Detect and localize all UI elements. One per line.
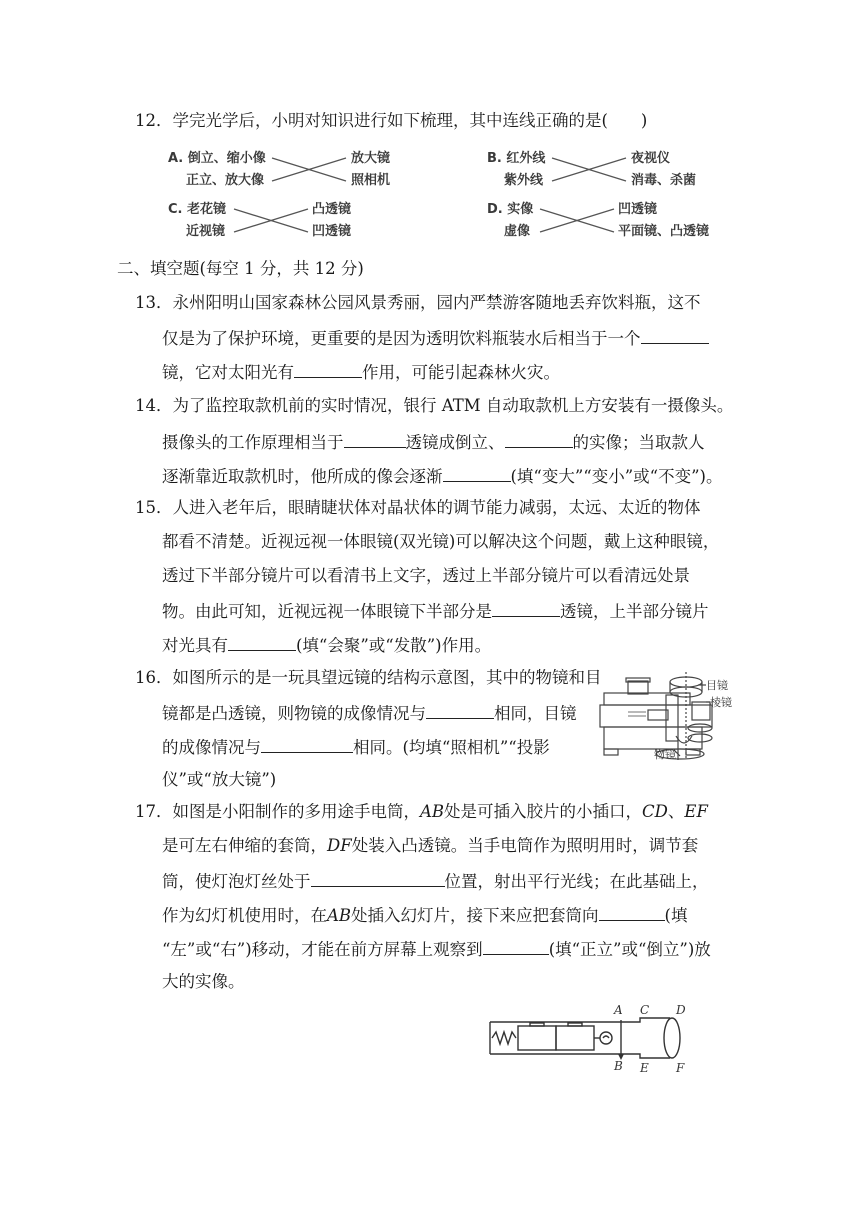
label-e: E — [640, 1061, 649, 1075]
q13-text: 镜，它对太阳光有 — [162, 363, 294, 382]
q17-var: EF — [684, 802, 708, 821]
q17-text: 17．如图是小阳制作的多用途手电筒， — [135, 802, 420, 821]
q17-text: 筒，使灯泡灯丝处于 — [162, 872, 311, 891]
q14-line2 — [162, 431, 705, 453]
q15-text: 透镜，上半部分镜片 — [560, 602, 709, 621]
label-f: F — [676, 1061, 685, 1075]
answer-blank[interactable] — [261, 736, 353, 753]
q15-line5 — [162, 634, 491, 656]
option-b-left2: 紫外线 — [504, 173, 544, 188]
answer-blank[interactable] — [344, 431, 406, 448]
label-c: C — [640, 1003, 650, 1017]
telescope-diagram — [598, 668, 740, 764]
q16-line4: 仪”或“放大镜”) — [162, 770, 277, 789]
q17-line4 — [162, 904, 687, 926]
q13-line1: 13．永州阳明山国家森林公园风景秀丽，园内严禁游客随地丢弃饮料瓶，这不 — [135, 293, 701, 312]
option-a-connector-lines — [270, 150, 350, 190]
option-d-right1: 凹透镜 — [618, 202, 658, 217]
objective-label: 物镜 — [654, 748, 676, 761]
answer-blank[interactable] — [228, 634, 296, 651]
q13-line3 — [162, 361, 560, 383]
q15-line4 — [162, 600, 709, 622]
q13-line2 — [162, 327, 709, 349]
q16-line2 — [162, 702, 577, 724]
option-a-left1: A. 倒立、缩小像 — [168, 151, 266, 166]
q17-text: 作为幻灯机使用时，在 — [162, 906, 327, 925]
q17-var: AB — [327, 906, 352, 925]
option-a-left2: 正立、放大像 — [186, 173, 265, 188]
q17-text: 处插入幻灯片，接下来应把套筒向 — [351, 906, 599, 925]
option-c-left1: C. 老花镜 — [168, 202, 227, 217]
q17-text: 处是可插入胶片的小插口， — [444, 802, 643, 821]
q15-text: 对光具有 — [162, 636, 228, 655]
q16-text: 相同。(均填“照相机”“投影 — [353, 738, 550, 757]
answer-blank[interactable] — [641, 327, 709, 344]
answer-blank[interactable] — [483, 938, 549, 955]
q17-line3 — [162, 870, 709, 892]
q15-line3: 透过下半部分镜片可以看清书上文字，透过上半部分镜片可以看清远处景 — [162, 566, 690, 585]
option-b-right1: 夜视仪 — [631, 151, 671, 166]
answer-blank[interactable] — [426, 702, 494, 719]
q14-text: (填“变大”“变小”或“不变”)。 — [510, 467, 723, 486]
q15-text: 物。由此可知，近视远视一体眼镜下半部分是 — [162, 602, 492, 621]
option-c-right2: 凹透镜 — [312, 224, 352, 239]
option-c-connector-lines — [232, 201, 312, 241]
eyepiece-label: 目镜 — [706, 679, 728, 692]
q16-line1: 16．如图所示的是一玩具望远镜的结构示意图，其中的物镜和目 — [135, 668, 602, 687]
answer-blank[interactable] — [311, 870, 445, 887]
q17-var: DF — [327, 836, 352, 855]
q17-text: 是可左右伸缩的套筒， — [162, 836, 327, 855]
q17-text: 处装入凸透镜。当手电筒作为照明用时，调节套 — [351, 836, 699, 855]
option-b-left1: B. 红外线 — [487, 151, 546, 166]
q14-text: 的实像；当取款人 — [572, 433, 705, 452]
option-b-right2: 消毒、杀菌 — [631, 173, 697, 188]
q17-text: (填“正立”或“倒立”)放 — [548, 940, 711, 959]
q14-text: 摄像头的工作原理相当于 — [162, 433, 344, 452]
q17-line1 — [135, 802, 708, 822]
q17-text: “左”或“右”)移动，才能在前方屏幕上观察到 — [162, 940, 483, 959]
q17-var: AB — [420, 802, 445, 821]
label-d: D — [676, 1003, 686, 1017]
option-d-left1: D. 实像 — [487, 202, 534, 217]
option-b-connector-lines — [550, 150, 630, 190]
answer-blank[interactable] — [492, 600, 560, 617]
q17-line6: 大的实像。 — [162, 972, 245, 991]
q17-text: (填 — [664, 906, 688, 925]
q14-text: 透镜成倒立、 — [405, 433, 505, 452]
label-a: A — [614, 1003, 623, 1017]
answer-blank[interactable] — [599, 904, 665, 921]
option-a-right1: 放大镜 — [351, 151, 391, 166]
q14-text: 逐渐靠近取款机时，他所成的像会逐渐 — [162, 467, 443, 486]
q13-text: 仅是为了保护环境，更重要的是因为透明饮料瓶装水后相当于一个 — [162, 329, 641, 348]
option-c-right1: 凸透镜 — [312, 202, 352, 217]
label-b: B — [614, 1059, 623, 1073]
option-a-right2: 照相机 — [351, 173, 391, 188]
option-d-right2: 平面镜、凸透镜 — [618, 224, 710, 239]
q17-text: 位置，射出平行光线；在此基础上， — [444, 872, 709, 891]
q16-text: 的成像情况与 — [162, 738, 261, 757]
answer-blank[interactable] — [443, 465, 511, 482]
q12-stem: 12．学完光学后，小明对知识进行如下梳理，其中连线正确的是( ) — [135, 111, 648, 130]
prism-label: 棱镜 — [710, 696, 732, 709]
option-d-left2: 虚像 — [504, 224, 531, 239]
q17-text: 、 — [667, 802, 685, 821]
q16-text: 镜都是凸透镜，则物镜的成像情况与 — [162, 704, 426, 723]
q16-text: 相同，目镜 — [494, 704, 577, 723]
answer-blank[interactable] — [505, 431, 573, 448]
section-heading: 二、填空题(每空 1 分，共 12 分) — [117, 259, 364, 278]
q16-line3 — [162, 736, 550, 758]
q17-line2 — [162, 836, 698, 856]
q14-line3 — [162, 465, 723, 487]
q15-text: (填“会聚”或“发散”)作用。 — [296, 636, 492, 655]
q17-var: CD — [642, 802, 668, 821]
option-c-left2: 近视镜 — [186, 224, 226, 239]
q14-line1: 14．为了监控取款机前的实时情况，银行 ATM 自动取款机上方安装有一摄像头。 — [135, 396, 734, 415]
answer-blank[interactable] — [294, 361, 362, 378]
q15-line1: 15．人进入老年后，眼睛睫状体对晶状体的调节能力减弱，太远、太近的物体 — [135, 498, 701, 517]
option-d-connector-lines — [538, 201, 618, 241]
flashlight-diagram — [480, 1000, 692, 1080]
q13-text: 作用，可能引起森林火灾。 — [362, 363, 560, 382]
q15-line2: 都看不清楚。近视远视一体眼镜(双光镜)可以解决这个问题，戴上这种眼镜， — [162, 532, 720, 551]
q17-line5 — [162, 938, 711, 960]
